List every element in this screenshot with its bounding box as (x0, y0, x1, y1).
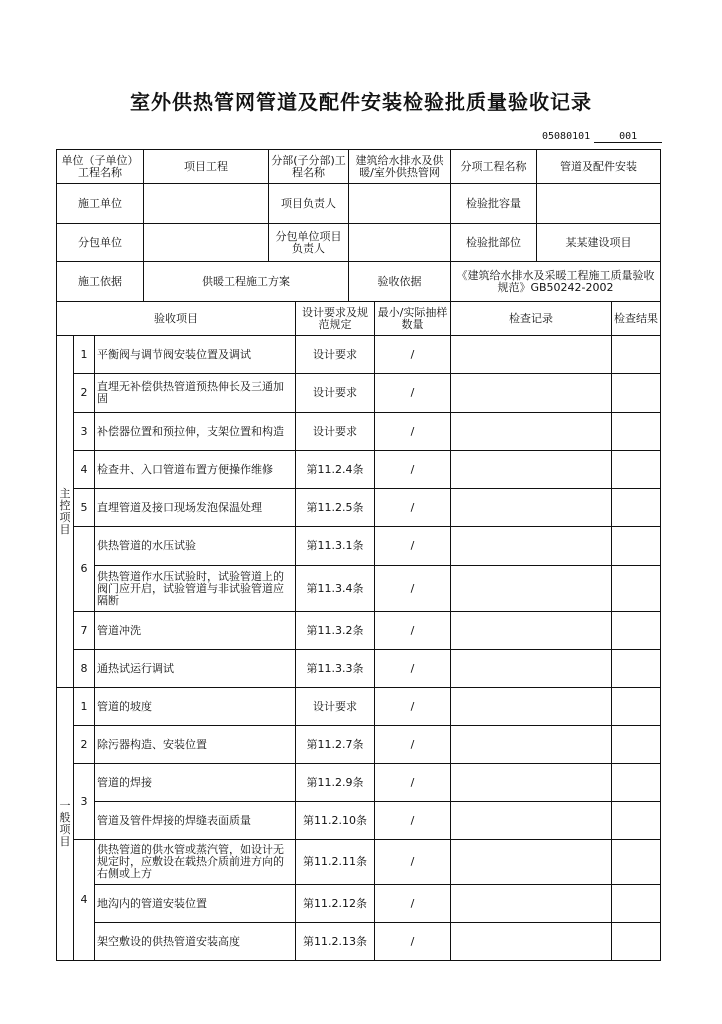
main-item-result[interactable] (611, 373, 661, 413)
main-item-sample[interactable]: / (374, 565, 451, 612)
main-item-result[interactable] (611, 450, 661, 489)
general-item-requirement: 第11.2.10条 (295, 801, 375, 840)
general-item-text: 架空敷设的供热管道安装高度 (94, 922, 296, 961)
main-item-record[interactable] (450, 412, 612, 451)
main-item-requirement: 第11.3.1条 (295, 526, 375, 566)
sub-pm-label: 分包单位项目负责人 (268, 223, 349, 262)
general-item-result[interactable] (611, 763, 661, 802)
main-item-result[interactable] (611, 488, 661, 527)
general-item-sample[interactable]: / (374, 884, 451, 923)
acceptance-basis-label: 验收依据 (348, 261, 451, 302)
general-item-text: 供热管道的供水管或蒸汽管，如设计无规定时，应敷设在载热介质前进方向的右侧或上方 (94, 839, 296, 885)
main-no: 4 (73, 450, 95, 489)
main-item-requirement: 设计要求 (295, 373, 375, 413)
basis-label: 施工依据 (56, 261, 144, 302)
main-item-sample[interactable]: / (374, 488, 451, 527)
general-item-text: 管道及管件焊接的焊缝表面质量 (94, 801, 296, 840)
main-item-record[interactable] (450, 335, 612, 374)
main-item-text: 管道冲洗 (94, 611, 296, 650)
general-item-requirement: 第11.2.9条 (295, 763, 375, 802)
main-item-sample[interactable]: / (374, 611, 451, 650)
main-item-requirement: 第11.3.4条 (295, 565, 375, 612)
main-no: 3 (73, 412, 95, 451)
batch-location-value[interactable]: 某某建设项目 (536, 223, 661, 262)
main-item-requirement: 设计要求 (295, 412, 375, 451)
main-item-sample[interactable]: / (374, 335, 451, 374)
general-no: 1 (73, 687, 95, 726)
general-item-record[interactable] (450, 801, 612, 840)
main-item-text: 直埋无补偿供热管道预热伸长及三通加固 (94, 373, 296, 413)
general-item-result[interactable] (611, 884, 661, 923)
general-item-requirement: 第11.2.11条 (295, 839, 375, 885)
general-item-record[interactable] (450, 839, 612, 885)
main-item-result[interactable] (611, 565, 661, 612)
main-item-requirement: 第11.2.4条 (295, 450, 375, 489)
main-no: 1 (73, 335, 95, 374)
basis-value[interactable]: 供暖工程施工方案 (143, 261, 349, 302)
main-item-result[interactable] (611, 335, 661, 374)
contractor-value[interactable] (143, 183, 269, 224)
form-code (542, 131, 662, 143)
main-item-sample[interactable]: / (374, 649, 451, 688)
main-item-record[interactable] (450, 565, 612, 612)
main-no: 7 (73, 611, 95, 650)
unit-value[interactable]: 项目工程 (143, 149, 269, 184)
batch-capacity-label: 检验批容量 (450, 183, 537, 224)
main-item-record[interactable] (450, 488, 612, 527)
general-item-result[interactable] (611, 839, 661, 885)
subitem-value[interactable]: 管道及配件安装 (536, 149, 661, 184)
general-no: 3 (73, 763, 95, 840)
division-label: 分部(子分部)工程名称 (268, 149, 349, 184)
page-title: 室外供热管网管道及配件安装检验批质量验收记录 (130, 90, 592, 114)
col-record: 检查记录 (450, 301, 612, 336)
main-item-result[interactable] (611, 412, 661, 451)
general-item-result[interactable] (611, 922, 661, 961)
general-item-record[interactable] (450, 763, 612, 802)
general-no: 4 (73, 839, 95, 961)
contractor-label: 施工单位 (56, 183, 144, 224)
main-item-requirement: 设计要求 (295, 335, 375, 374)
batch-location-label: 检验批部位 (450, 223, 537, 262)
main-item-sample[interactable]: / (374, 526, 451, 566)
main-item-result[interactable] (611, 611, 661, 650)
unit-label: 单位（子单位）工程名称 (56, 149, 144, 184)
main-item-record[interactable] (450, 649, 612, 688)
general-item-requirement: 设计要求 (295, 687, 375, 726)
general-item-text: 除污器构造、安装位置 (94, 725, 296, 764)
main-item-result[interactable] (611, 649, 661, 688)
main-item-record[interactable] (450, 373, 612, 413)
main-no: 8 (73, 649, 95, 688)
general-item-sample[interactable]: / (374, 922, 451, 961)
main-item-text: 供热管道作水压试验时，试验管道上的阀门应开启，试验管道与非试验管道应隔断 (94, 565, 296, 612)
group-main: 主控项目 (56, 335, 74, 688)
general-item-requirement: 第11.2.13条 (295, 922, 375, 961)
general-item-result[interactable] (611, 687, 661, 726)
main-item-record[interactable] (450, 526, 612, 566)
general-item-record[interactable] (450, 687, 612, 726)
main-item-text: 供热管道的水压试验 (94, 526, 296, 566)
general-item-text: 管道的坡度 (94, 687, 296, 726)
main-item-text: 通热试运行调试 (94, 649, 296, 688)
general-item-record[interactable] (450, 922, 612, 961)
form-serial[interactable]: 001 (594, 131, 662, 143)
main-item-requirement: 第11.3.2条 (295, 611, 375, 650)
batch-capacity-value[interactable] (536, 183, 661, 224)
acceptance-sheet (56, 149, 660, 960)
main-item-requirement: 第11.2.5条 (295, 488, 375, 527)
group-general: 一般项目 (56, 687, 74, 961)
col-item: 验收项目 (56, 301, 296, 336)
general-item-record[interactable] (450, 884, 612, 923)
general-item-result[interactable] (611, 801, 661, 840)
main-item-record[interactable] (450, 611, 612, 650)
acceptance-basis-value[interactable]: 《建筑给水排水及采暖工程施工质量验收规范》GB50242-2002 (450, 261, 661, 302)
general-item-sample[interactable]: / (374, 839, 451, 885)
main-no: 2 (73, 373, 95, 413)
division-value[interactable]: 建筑给水排水及供暖/室外供热管网 (348, 149, 451, 184)
general-item-sample[interactable]: / (374, 725, 451, 764)
main-item-text: 平衡阀与调节阀安装位置及调试 (94, 335, 296, 374)
general-item-requirement: 第11.2.7条 (295, 725, 375, 764)
main-item-text: 直埋管道及接口现场发泡保温处理 (94, 488, 296, 527)
col-sample: 最小/实际抽样数量 (374, 301, 451, 336)
general-item-result[interactable] (611, 725, 661, 764)
main-item-record[interactable] (450, 450, 612, 489)
main-item-result[interactable] (611, 526, 661, 566)
general-item-text: 管道的焊接 (94, 763, 296, 802)
form-code-number: 05080101 (542, 131, 591, 142)
subitem-label: 分项工程名称 (450, 149, 537, 184)
pm-label: 项目负责人 (268, 183, 349, 224)
col-result: 检查结果 (611, 301, 661, 336)
col-requirement: 设计要求及规范规定 (295, 301, 375, 336)
general-no: 2 (73, 725, 95, 764)
general-item-sample[interactable]: / (374, 763, 451, 802)
main-item-requirement: 第11.3.3条 (295, 649, 375, 688)
main-item-text: 检查井、入口管道布置方便操作维修 (94, 450, 296, 489)
main-item-sample[interactable]: / (374, 412, 451, 451)
sub-pm-value[interactable] (348, 223, 451, 262)
general-item-sample[interactable]: / (374, 801, 451, 840)
general-item-sample[interactable]: / (374, 687, 451, 726)
main-item-sample[interactable]: / (374, 450, 451, 489)
general-item-record[interactable] (450, 725, 612, 764)
main-no: 6 (73, 526, 95, 612)
main-no: 5 (73, 488, 95, 527)
subcontractor-value[interactable] (143, 223, 269, 262)
general-item-requirement: 第11.2.12条 (295, 884, 375, 923)
main-item-text: 补偿器位置和预拉伸，支架位置和构造 (94, 412, 296, 451)
main-item-sample[interactable]: / (374, 373, 451, 413)
general-item-text: 地沟内的管道安装位置 (94, 884, 296, 923)
pm-value[interactable] (348, 183, 451, 224)
subcontractor-label: 分包单位 (56, 223, 144, 262)
